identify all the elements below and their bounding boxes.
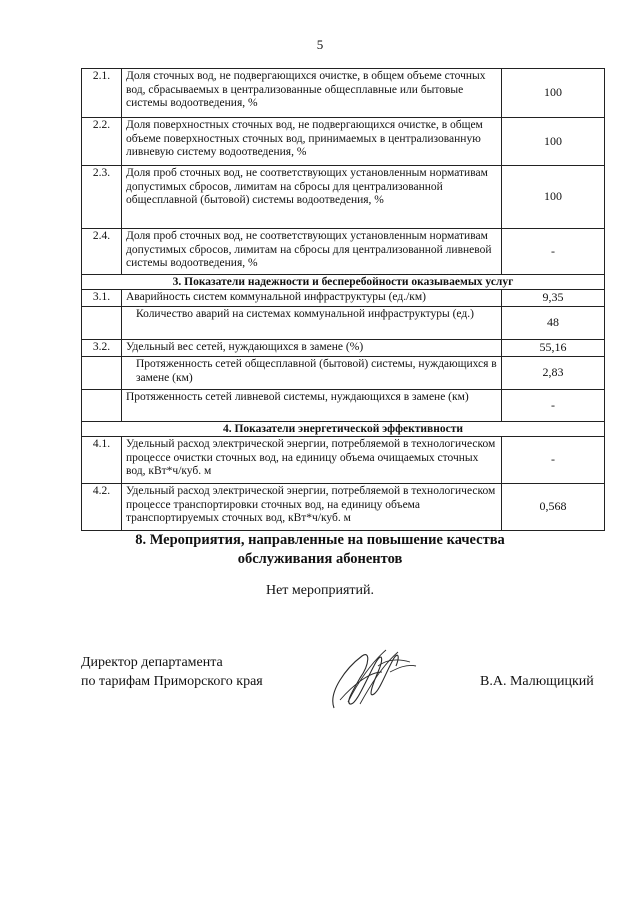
row-number: 2.2. <box>82 118 122 166</box>
table-row <box>82 357 605 390</box>
row-value: 100 <box>502 118 605 166</box>
row-number: 2.3. <box>82 166 122 229</box>
signer-title-line1: Директор департамента <box>81 655 223 670</box>
table-row <box>82 390 605 422</box>
row-number: 4.2. <box>82 484 122 531</box>
row-indicator-text: Аварийность систем коммунальной инфраструктуры (ед./км) <box>122 290 502 307</box>
signer-name: В.А. Малющицкий <box>480 674 594 689</box>
row-indicator-text: Количество аварий на системах коммунальной инфраструктуры (ед.) <box>122 307 502 340</box>
table-row <box>82 166 605 229</box>
page-number: 5 <box>316 37 324 52</box>
row-value: 9,35 <box>502 290 605 307</box>
table-row <box>82 118 605 166</box>
row-number: 4.1. <box>82 437 122 484</box>
row-value: 2,83 <box>502 357 605 390</box>
handwritten-signature <box>320 642 420 714</box>
indicators-table <box>81 68 605 531</box>
row-value: 55,16 <box>502 340 605 357</box>
table-section-header <box>82 422 605 437</box>
section-8-title-line1: 8. Мероприятия, направленные на повышение качества <box>135 532 505 548</box>
table-row <box>82 307 605 340</box>
row-number <box>82 307 122 340</box>
row-number <box>82 390 122 422</box>
table-row <box>82 290 605 307</box>
no-measures-text: Нет мероприятий. <box>265 583 375 598</box>
row-indicator-text: Удельный расход электрической энергии, потребляемой в технологическом процессе транспортировки сточных вод, на единицу объема транспортируемых сточных вод, кВт*ч/куб. м <box>122 484 502 531</box>
row-value: - <box>502 437 605 484</box>
signer-title <box>81 653 263 691</box>
indicators-table-body <box>82 69 605 531</box>
table-row <box>82 229 605 275</box>
section-header-text: 3. Показатели надежности и бесперебойности оказываемых услуг <box>82 275 605 290</box>
row-indicator-text: Доля сточных вод, не подвергающихся очистке, в общем объеме сточных вод, сбрасываемых в централизованные общесплавные или бытовые системы водоотведения, % <box>122 69 502 118</box>
row-indicator-text: Доля проб сточных вод, не соответствующих установленным нормативам допустимых сбросов, лимитам на сбросы для централизованной общесплавной (бытовой) системы водоотведения, % <box>122 166 502 229</box>
row-indicator-text: Протяженность сетей ливневой системы, нуждающихся в замене (км) <box>122 390 502 422</box>
table-section-header <box>82 275 605 290</box>
row-indicator-text: Удельный вес сетей, нуждающихся в замене (%) <box>122 340 502 357</box>
section-header-text: 4. Показатели энергетической эффективности <box>82 422 605 437</box>
table-row <box>82 437 605 484</box>
row-number: 3.2. <box>82 340 122 357</box>
row-number: 2.1. <box>82 69 122 118</box>
row-number: 3.1. <box>82 290 122 307</box>
row-value: 48 <box>502 307 605 340</box>
table-row <box>82 69 605 118</box>
section-8-title-line2: обслуживания абонентов <box>237 551 403 567</box>
row-value: 100 <box>502 69 605 118</box>
row-value: - <box>502 390 605 422</box>
signer-title-line2: по тарифам Приморского края <box>81 674 263 689</box>
row-value: 100 <box>502 166 605 229</box>
section-8-title <box>0 531 640 569</box>
row-indicator-text: Протяженность сетей общесплавной (бытовой) системы, нуждающихся в замене (км) <box>122 357 502 390</box>
table-row <box>82 340 605 357</box>
row-number: 2.4. <box>82 229 122 275</box>
row-number <box>82 357 122 390</box>
row-value: - <box>502 229 605 275</box>
table-row <box>82 484 605 531</box>
row-indicator-text: Доля проб сточных вод, не соответствующих установленным нормативам допустимых сбросов, лимитам на сбросы для централизованной ливневой системы водоотведения, % <box>122 229 502 275</box>
row-indicator-text: Удельный расход электрической энергии, потребляемой в технологическом процессе очистки сточных вод, на единицу объема очищаемых сточных вод, кВт*ч/куб. м <box>122 437 502 484</box>
row-value: 0,568 <box>502 484 605 531</box>
row-indicator-text: Доля поверхностных сточных вод, не подвергающихся очистке, в общем объеме поверхностных сточных вод, принимаемых в централизованную ливневую систему водоотведения, % <box>122 118 502 166</box>
